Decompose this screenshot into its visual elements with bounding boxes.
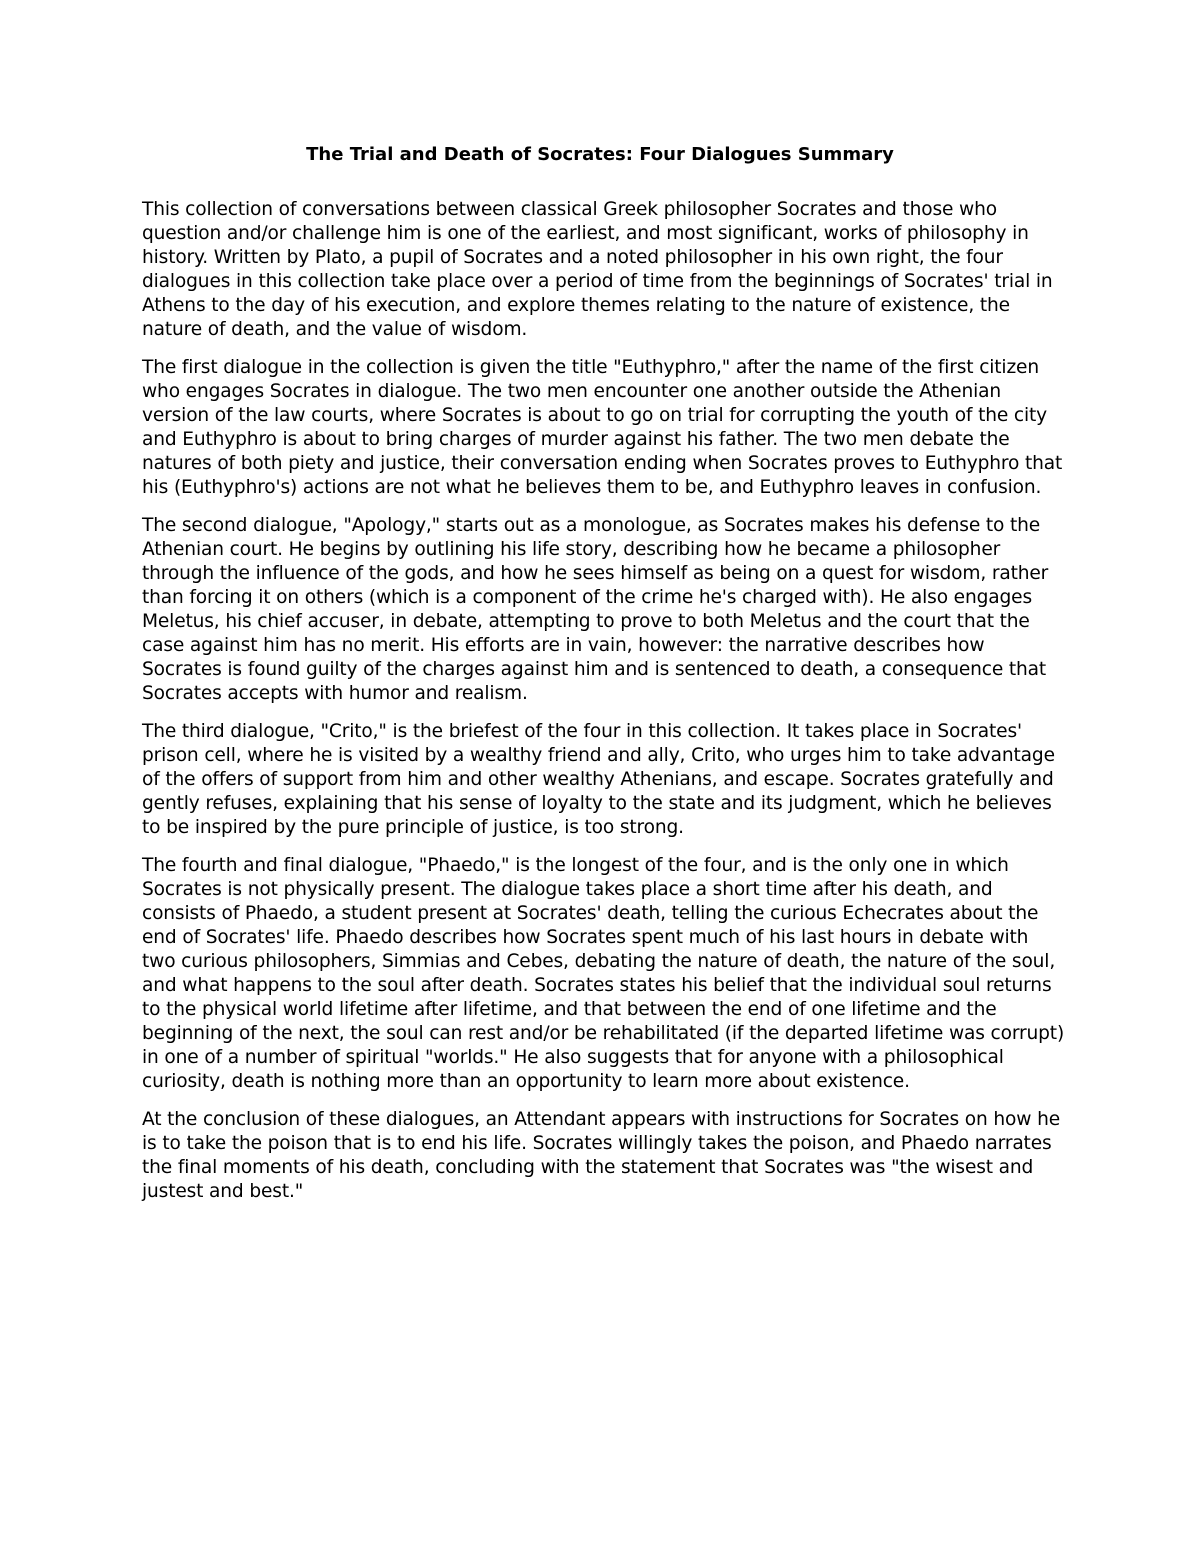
paragraph-intro: This collection of conversations between classical Greek philosopher Socrates and those who question and/or challenge him is one of the earliest, and most significant, works of philosophy in history. Written by Plato, a pupil of Socrates and a noted philosopher in his own right, the four dialogues in this collection take place over a period of time from the beginnings of Socrates' trial in Athens to the day of his execution, and explore themes relating to the nature of existence, the nature of death, and the value of wisdom. xyxy=(142,199,1053,340)
paragraph-apology: The second dialogue, "Apology," starts out as a monologue, as Socrates makes his defense to the Athenian court. He begins by outlining his life story, describing how he became a philosopher through the influence of the gods, and how he sees himself as being on a quest for wisdom, rather than forcing it on others (which is a component of the crime he's charged with). He also engages Meletus, his chief accuser, in debate, attempting to prove to both Meletus and the court that the case against him has no merit. His efforts are in vain, however: the narrative describes how Socrates is found guilty of the charges against him and is sentenced to death, a consequence that Socrates accepts with humor and realism. xyxy=(142,515,1049,704)
paragraph-phaedo: The fourth and final dialogue, "Phaedo," is the longest of the four, and is the only one in which Socrates is not physically present. The dialogue takes place a short time after his death, and consists of Phaedo, a student present at Socrates' death, telling the curious Echecrates about the end of Socrates' life. Phaedo describes how Socrates spent much of his last hours in debate with two curious philosophers, Simmias and Cebes, debating the nature of death, the nature of the soul, and what happens to the soul after death. Socrates states his belief that the individual soul returns to the physical world lifetime after lifetime, and that between the end of one lifetime and the beginning of the next, the soul can rest and/or be rehabilitated (if the departed lifetime was corrupt) in one of a number of spiritual "worlds." He also suggests that for anyone with a philosophical curiosity, death is nothing more than an opportunity to learn more about existence. xyxy=(142,855,1065,1092)
page-title: The Trial and Death of Socrates: Four Dialogues Summary xyxy=(306,144,894,165)
paragraph-euthyphro: The first dialogue in the collection is given the title "Euthyphro," after the name of the first citizen who engages Socrates in dialogue. The two men encounter one another outside the Athenian version of the law courts, where Socrates is about to go on trial for corrupting the youth of the city and Euthyphro is about to bring charges of murder against his father. The two men debate the natures of both piety and justice, their conversation ending when Socrates proves to Euthyphro that his (Euthyphro's) actions are not what he believes them to be, and Euthyphro leaves in confusion. xyxy=(142,357,1063,498)
paragraph-conclusion: At the conclusion of these dialogues, an Attendant appears with instructions for Socrates on how he is to take the poison that is to end his life. Socrates willingly takes the poison, and Phaedo narrates the final moments of his death, concluding with the statement that Socrates was "the wisest and justest and best." xyxy=(142,1109,1060,1202)
paragraph-crito: The third dialogue, "Crito," is the briefest of the four in this collection. It takes place in Socrates' prison cell, where he is visited by a wealthy friend and ally, Crito, who urges him to take advantage of the offers of support from him and other wealthy Athenians, and escape. Socrates gratefully and gently refuses, explaining that his sense of loyalty to the state and its judgment, which he believes to be inspired by the pure principle of justice, is too strong. xyxy=(142,721,1055,838)
document-body xyxy=(142,198,1067,1218)
